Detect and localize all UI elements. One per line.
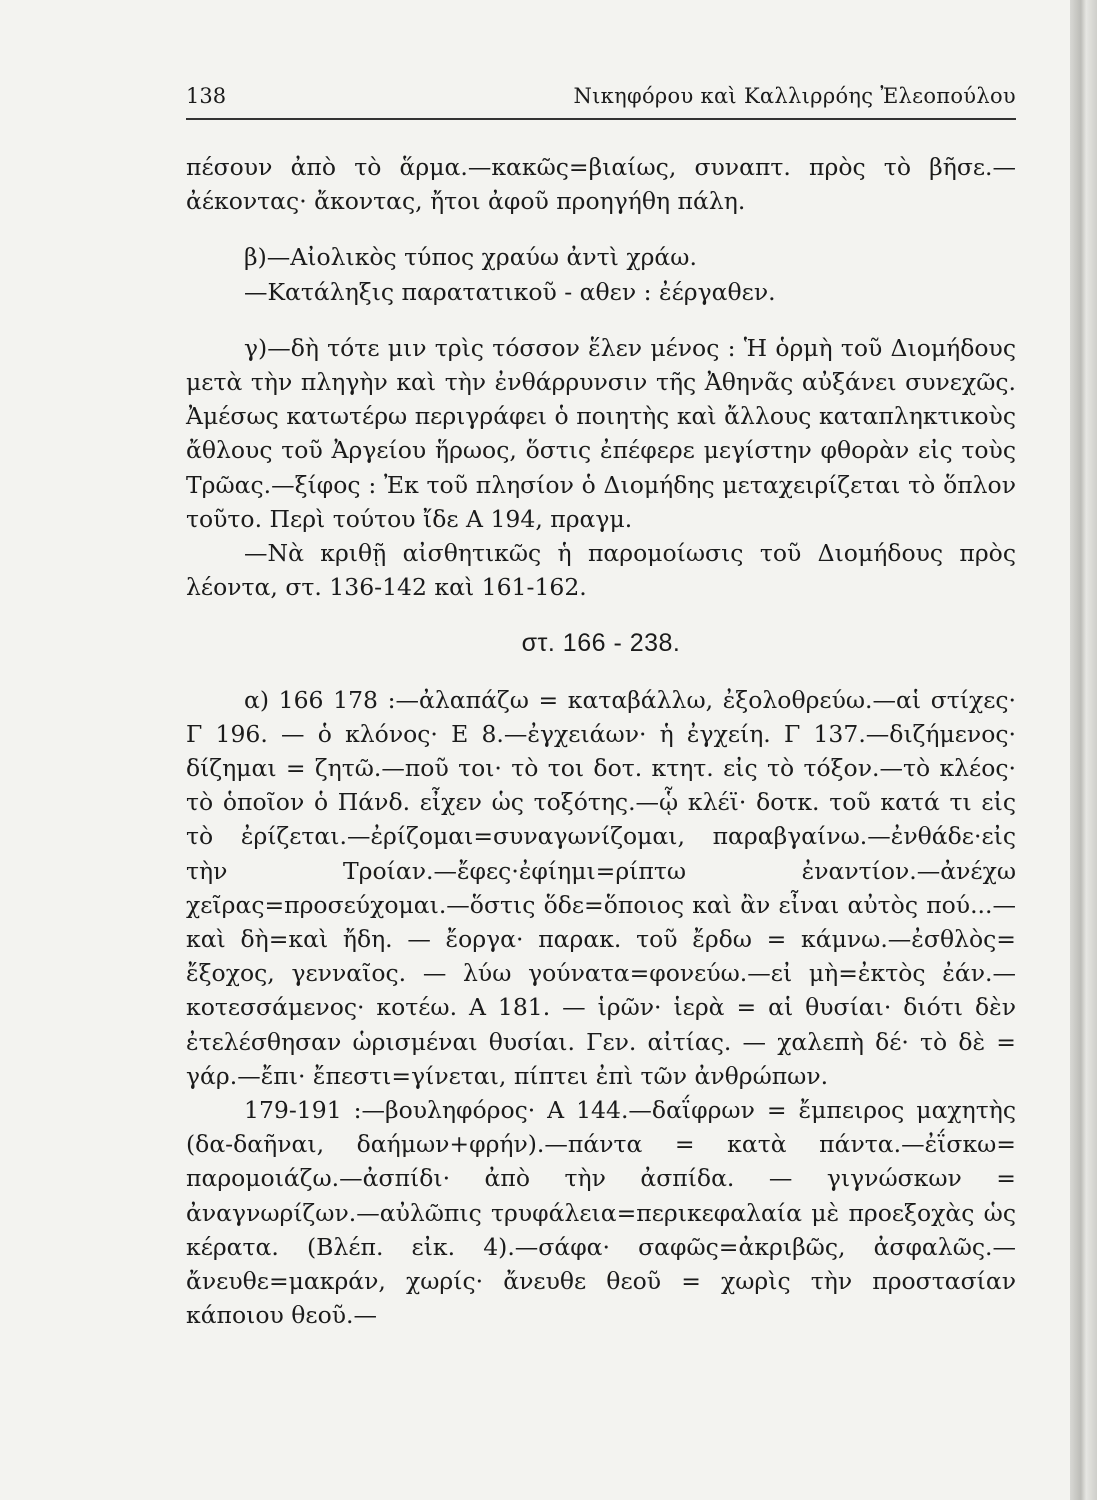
paragraph: γ)—δὴ τότε μιν τρὶς τόσσον ἕλεν μένος : Ἡ ὁρμὴ τοῦ Διομήδους μετὰ τὴν πληγὴν καὶ τὴν ἐνθάρρυνσιν τῆς Ἀθηνᾶς αὐξάνει συνεχῶς. Ἀμέσως κατωτέρω περιγράφει ὁ ποιητὴς καὶ ἄλλους καταπληκτικοὺς ἄθλους τοῦ Ἀργείου ἥρωος, ὅστις ἐπέφερε μεγίστην φθορὰν εἰς τοὺς Τρῶας.—ξίφος : Ἐκ τοῦ πλησίον ὁ Διομήδης μεταχειρίζεται τὸ ὅπλον τοῦτο. Περὶ τούτου ἴδε Α 194, πραγμ. [186, 333, 1016, 533]
body-text [186, 150, 1016, 1333]
paragraph: —Κατάληξις παρατατικοῦ - αθεν : ἐέργαθεν. [244, 277, 776, 306]
paragraph: α) 166 178 :—ἀλαπάζω = καταβάλλω, ἐξολοθρεύω.—αἱ στίχες· Γ 196. — ὁ κλόνος· Ε 8.—ἐγχειάων· ἡ ἐγχείη. Γ 137.—διζήμενος· δίζημαι = ζητῶ.—ποῦ τοι· τὸ τοι δοτ. κτητ. εἰς τὸ τόξον.—τὸ κλέος· τὸ ὁποῖον ὁ Πάνδ. εἶχεν ὡς τοξότης.—ᾧ κλέϊ· δοτκ. τοῦ κατά τι εἰς τὸ ἐρίζεται.—ἐρίζομαι=συναγωνίζομαι, παραβγαίνω.—ἐνθάδε·εἰς τὴν Τροίαν.—ἔφες·ἐφίημι=ρίπτω ἐναντίον.—ἀνέχω χεῖρας=προσεύχομαι.—ὅστις ὅδε=ὅποιος καὶ ἂν εἶναι αὐτὸς πού...—καὶ δὴ=καὶ ἤδη. — ἔοργα· παρακ. τοῦ ἔρδω = κάμνω.—ἐσθλὸς= ἔξοχος, γενναῖος. — λύω γούνατα=φονεύω.—εἰ μὴ=ἐκτὸς ἐάν.—κοτεσσάμενος· κοτέω. Α 181. — ἱρῶν· ἱερὰ = αἱ θυσίαι· διότι δὲν ἐτελέσθησαν ὡρισμέναι θυσίαι. Γεν. αἰτίας. — χαλεπὴ δέ· τὸ δὲ = γάρ.—ἔπι· ἔπεστι=γίνεται, πίπτει ἐπὶ τῶν ἀνθρώπων. [186, 685, 1016, 1090]
page-header [186, 78, 1016, 120]
paragraph: 179-191 :—βουληφόρος· Α 144.—δαΐφρων = ἔμπειρος μαχητὴς (δα-δαῆναι, δαήμων+φρήν).—πάντα = κατὰ πάντα.—ἐΐσκω= παρομοιάζω.—ἀσπίδι· ἀπὸ τὴν ἀσπίδα. — γιγνώσκων = ἀναγνωρίζων.—αὐλῶπις τρυφάλεια=περικεφαλαία μὲ προεξοχὰς ὡς κέρατα. (Βλέπ. εἰκ. 4).—σάφα· σαφῶς=ἀκριβῶς, ἀσφαλῶς.—ἄνευθε=μακράν, χωρίς· ἄνευθε θεοῦ = χωρὶς τὴν προστασίαν κάποιου θεοῦ.— [186, 1096, 1016, 1330]
section-heading: στ. 166 - 238. [521, 629, 681, 658]
paragraph: β)—Αἰολικὸς τύπος χραύω ἀντὶ χράω. [244, 243, 697, 272]
paragraph: —Νὰ κριθῇ αἰσθητικῶς ἡ παρομοίωσις τοῦ Διομήδους πρὸς λέοντα, στ. 136-142 καὶ 161-162. [186, 539, 1016, 602]
page-number: 138 [186, 84, 227, 108]
running-title: Νικηφόρου καὶ Καλλιρρόης Ἐλεοπούλου [573, 84, 1016, 108]
book-spine-edge [1070, 0, 1097, 1500]
paragraph: πέσουν ἀπὸ τὸ ἅρμα.—κακῶς=βιαίως, συναπτ. πρὸς τὸ βῆσε.—ἀέκοντας· ἄκοντας, ἤτοι ἀφοῦ προηγήθη πάλη. [186, 153, 1016, 216]
